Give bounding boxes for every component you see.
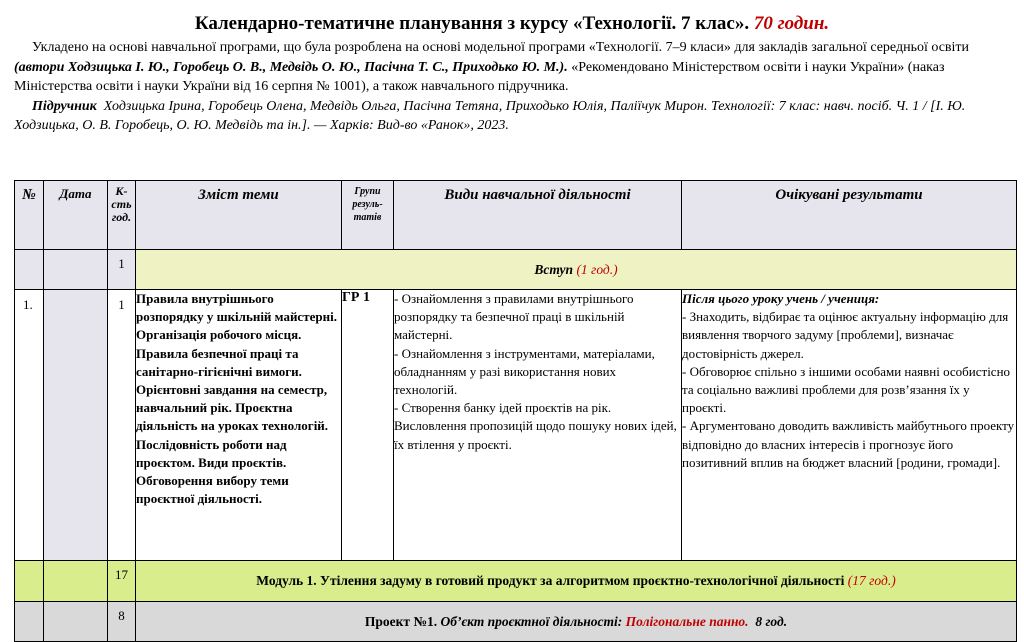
lesson-activities <box>394 290 682 561</box>
header-results: Очікувані результати <box>682 181 1017 250</box>
module-num-cell <box>15 561 44 602</box>
project-label: Проект №1. <box>364 613 438 629</box>
header-date: Дата <box>44 181 108 250</box>
intro-title-text: Вступ <box>534 261 574 277</box>
result-item: - Обговорює спільно з іншими особами наявні особистісно та соціально важливі проблеми для розв’язання їх у проєкті. <box>682 363 1011 416</box>
intro-date-cell <box>44 250 108 290</box>
module-hours: 17 <box>108 561 136 602</box>
project-hours: 8 <box>108 602 136 642</box>
lesson-num: 1. <box>15 290 44 561</box>
textbook-text: Ходзицька Ірина, Горобець Олена, Медвідь Ольга, Пасічна Тетяна, Приходько Юлія, Паліїчук Мирон. Технології: 7 клас: навч. посіб. Ч. 1 / [І. Ю. Ходзицька, О. В. Горобець, О. Ю. Медвідь та ін.]. — Харків: Вид-во «Ранок», 2023. <box>14 98 966 133</box>
intro-num-cell <box>15 250 44 290</box>
lesson-row <box>15 290 1017 561</box>
header-num: № <box>15 181 44 250</box>
header-topic: Зміст теми <box>136 181 342 250</box>
project-num-cell <box>15 602 44 642</box>
module-row <box>15 561 1017 602</box>
intro-title-hours: (1 год.) <box>576 261 618 277</box>
lesson-hours: 1 <box>108 290 136 561</box>
header-row <box>15 181 1017 250</box>
intro-basis-end: «Рекомендовано Міністерством освіти і науки України» (наказ Міністерства освіти і науки України від 16 серпня № 1001), а також навчального підручника. <box>14 59 945 94</box>
result-item: - Аргументовано доводить важливість майбутнього проекту відповідно до власних інтересів і прогнозує його позитивний вплив на бюджет власний [родини, громади]. <box>682 418 1015 470</box>
textbook-label: Підручник <box>32 98 97 114</box>
project-title <box>136 602 1017 642</box>
module-title-text: Модуль 1. Утілення задуму в готовий продукт за алгоритмом проєктно-технологічної діяльності <box>256 573 845 588</box>
result-item: - Знаходить, відбирає та оцінює актуальну інформацію для виявлення творчого задуму [проблеми], визначає достовірність джерел. <box>682 309 1009 361</box>
lesson-results <box>682 290 1017 561</box>
project-object: Полігональне панно. <box>625 613 749 629</box>
document-title <box>0 12 1024 36</box>
intro-authors: (автори Ходзицька І. Ю., Горобець О. В., Медвідь О. Ю., Пасічна Т. С., Приходько Ю. М.). <box>14 59 568 75</box>
intro-basis <box>14 38 1010 97</box>
activity-item: - Ознайомлення з правилами внутрішнього розпорядку та безпечної праці в шкільній майстерні. <box>394 291 634 343</box>
intro-section-title <box>136 250 1017 290</box>
activity-item: - Створення банку ідей проєктів на рік. Висловлення пропозицій щодо пошуку нових ідей, їх втілення у проєкті. <box>394 400 677 452</box>
project-object-label: Об’єкт проєктної діяльності: <box>440 613 623 629</box>
lesson-group: ГР 1 <box>342 290 394 561</box>
header-count: К-сть год. <box>108 181 136 250</box>
header-activities: Види навчальної діяльності <box>394 181 682 250</box>
module-date-cell <box>44 561 108 602</box>
intro-textbook <box>14 97 1010 136</box>
project-hours-text: 8 год. <box>755 613 788 629</box>
intro-hours: 1 <box>108 250 136 290</box>
results-heading: Після цього уроку учень / учениця: <box>682 291 880 306</box>
intro-block <box>14 38 1010 136</box>
project-row <box>15 602 1017 642</box>
project-date-cell <box>44 602 108 642</box>
title-hours: 70 годин. <box>753 13 830 34</box>
lesson-topic: Правила внутрішнього розпорядку у шкільній майстерні. Організація робочого місця. Правила безпечної праці та санітарно-гігієнічні вимоги. Орієнтовні завдання на семестр, навчальний рік. Проєктна діяльність на уроках технологій. Послідовність роботи над проєктом. Види проєктів. Обговорення вибору теми проєктної діяльності. <box>136 290 342 561</box>
lesson-date <box>44 290 108 561</box>
section-intro-row <box>15 250 1017 290</box>
title-text: Календарно-тематичне планування з курсу «Технології. 7 клас». <box>194 13 750 34</box>
intro-basis-start: Укладено на основі навчальної програми, що була розроблена на основі модельної програми «Технології. 7–9 класи» для закладів загальної середньої освіти <box>32 40 970 55</box>
header-groups: Групи резуль-татів <box>342 181 394 250</box>
activity-item: - Ознайомлення з інструментами, матеріалами, обладнанням у разі використання нових технологій. <box>394 345 655 398</box>
module-title <box>136 561 1017 602</box>
plan-table <box>14 180 1017 642</box>
module-title-hours: (17 год.) <box>847 573 896 588</box>
